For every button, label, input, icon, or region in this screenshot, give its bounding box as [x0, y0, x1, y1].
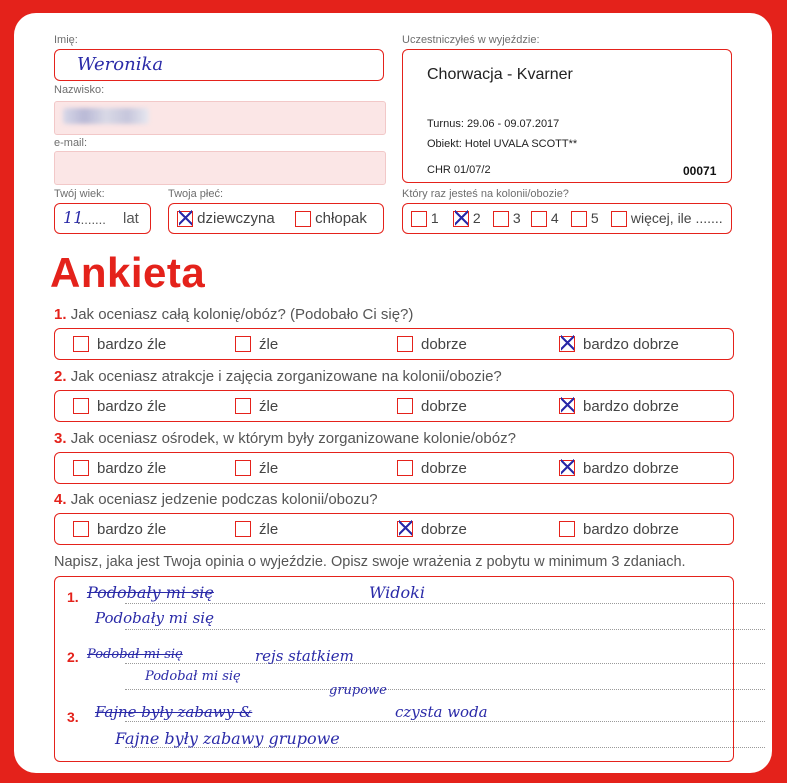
q4-checkbox-zle[interactable] — [235, 521, 251, 537]
trip-title: Chorwacja - Kvarner — [427, 66, 573, 83]
opinion-prompt: Napisz, jaka jest Twoja opinia o wyjeździe. Opisz swoje wrażenia z pobytu w minimum 3 zdaniach. — [54, 554, 686, 570]
opinion-textarea[interactable] — [54, 576, 734, 762]
q1-label-bardzo-dobrze: bardzo dobrze — [583, 336, 679, 353]
q2-checkbox-dobrze[interactable] — [397, 398, 413, 414]
q3-option-bardzo-zle[interactable] — [73, 460, 166, 477]
first-name-field[interactable] — [54, 49, 384, 81]
question-1-num: 1. — [54, 306, 67, 323]
q1-option-bardzo-zle[interactable] — [73, 336, 166, 353]
times-option-3[interactable] — [493, 210, 521, 227]
times-checkbox-2[interactable] — [453, 211, 469, 227]
dotted-line — [125, 629, 765, 630]
times-label-2: 2 — [472, 210, 481, 226]
question-3-text — [54, 430, 516, 447]
q2-label-bardzo-zle: bardzo źle — [97, 398, 167, 415]
q2-checkbox-zle[interactable] — [235, 398, 251, 414]
q2-label-zle: źle — [259, 398, 279, 415]
question-2-num: 2. — [54, 368, 67, 385]
opinion-num-1: 1. — [67, 589, 79, 605]
opinion-line2-word: rejs statkiem — [255, 647, 354, 665]
q2-checkbox-bardzo-dobrze[interactable] — [559, 398, 575, 414]
times-checkbox-1[interactable] — [411, 211, 427, 227]
dotted-line — [125, 663, 765, 664]
question-2-options — [54, 390, 734, 422]
question-3-num: 3. — [54, 430, 67, 447]
age-label: Twój wiek: — [54, 188, 105, 200]
times-field — [402, 203, 732, 234]
gender-female-label: dziewczyna — [197, 210, 275, 227]
gender-field — [168, 203, 384, 234]
gender-male-label: chłopak — [315, 210, 367, 227]
survey-card — [14, 13, 772, 773]
times-checkbox-5[interactable] — [571, 211, 587, 227]
age-unit: lat — [123, 210, 139, 227]
q1-label-dobrze: dobrze — [421, 336, 467, 353]
opinion-line3-word: czysta woda — [395, 703, 488, 721]
q2-option-dobrze[interactable] — [397, 398, 467, 415]
q4-option-dobrze[interactable] — [397, 521, 467, 538]
times-checkbox-more[interactable] — [611, 211, 627, 227]
q2-option-bardzo-dobrze[interactable] — [559, 398, 679, 415]
first-name-value: Weronika — [77, 54, 164, 75]
q3-label-bardzo-dobrze: bardzo dobrze — [583, 460, 679, 477]
times-label-3: 3 — [512, 210, 521, 226]
age-field[interactable] — [54, 203, 151, 234]
age-value: 11 — [63, 208, 84, 227]
question-4-text — [54, 491, 378, 508]
q2-label-dobrze: dobrze — [421, 398, 467, 415]
q1-checkbox-zle[interactable] — [235, 336, 251, 352]
q4-label-dobrze: dobrze — [421, 521, 467, 538]
q3-checkbox-dobrze[interactable] — [397, 460, 413, 476]
q1-checkbox-dobrze[interactable] — [397, 336, 413, 352]
gender-female-checkbox[interactable] — [177, 211, 193, 227]
dotted-line — [125, 721, 765, 722]
times-checkbox-3[interactable] — [493, 211, 509, 227]
question-1-label: Jak oceniasz całą kolonię/obóz? (Podobało Ci się?) — [70, 306, 414, 323]
q4-label-zle: źle — [259, 521, 279, 538]
survey-title: Ankieta — [50, 249, 206, 296]
q4-checkbox-bardzo-zle[interactable] — [73, 521, 89, 537]
q3-option-zle[interactable] — [235, 460, 278, 477]
last-name-label: Nazwisko: — [54, 84, 105, 96]
opinion-line2-strike: Podobał mi się — [87, 647, 183, 662]
opinion-line1-strike: Podobały mi się — [87, 583, 214, 602]
times-label: Który raz jesteś na kolonii/obozie? — [402, 188, 569, 200]
times-label-5: 5 — [590, 210, 599, 226]
question-3-label: Jak oceniasz ośrodek, w którym były zorganizowane kolonie/obóz? — [70, 430, 516, 447]
trip-code: CHR 01/07/2 — [427, 164, 491, 176]
q1-checkbox-bardzo-dobrze[interactable] — [559, 336, 575, 352]
q3-label-zle: źle — [259, 460, 279, 477]
q4-label-bardzo-zle: bardzo źle — [97, 521, 167, 538]
q4-checkbox-dobrze[interactable] — [397, 521, 413, 537]
q2-checkbox-bardzo-zle[interactable] — [73, 398, 89, 414]
question-2-label: Jak oceniasz atrakcje i zajęcia zorganizowane na kolonii/obozie? — [70, 368, 502, 385]
question-2-text — [54, 368, 502, 385]
q3-label-dobrze: dobrze — [421, 460, 467, 477]
last-name-value — [73, 108, 132, 124]
times-label-more: więcej, ile ....... — [630, 210, 723, 226]
dotted-line — [125, 689, 765, 690]
trip-turnus: Turnus: 29.06 - 09.07.2017 — [427, 118, 560, 130]
question-3-options — [54, 452, 734, 484]
times-option-1[interactable] — [411, 210, 439, 227]
q3-label-bardzo-zle: bardzo źle — [97, 460, 167, 477]
gender-male-option[interactable] — [295, 210, 367, 227]
opinion-line3b: Fajne były zabawy grupowe — [115, 729, 340, 748]
q3-checkbox-bardzo-zle[interactable] — [73, 460, 89, 476]
email-label: e-mail: — [54, 137, 88, 149]
opinion-line1b: Podobały mi się — [95, 609, 214, 627]
q3-checkbox-zle[interactable] — [235, 460, 251, 476]
q4-option-bardzo-dobrze[interactable] — [559, 521, 679, 538]
q4-option-zle[interactable] — [235, 521, 278, 538]
question-4-num: 4. — [54, 491, 67, 508]
q4-option-bardzo-zle[interactable] — [73, 521, 166, 538]
first-name-label: Imię: — [54, 34, 78, 46]
q3-checkbox-bardzo-dobrze[interactable] — [559, 460, 575, 476]
trip-number: 00071 — [683, 164, 717, 178]
opinion-line3-above: grupowe — [329, 683, 387, 698]
question-4-options — [54, 513, 734, 545]
times-label-1: 1 — [430, 210, 439, 226]
q2-label-bardzo-dobrze: bardzo dobrze — [583, 398, 679, 415]
times-option-more[interactable] — [611, 210, 723, 227]
question-4-label: Jak oceniasz jedzenie podczas kolonii/obozu? — [70, 491, 378, 508]
opinion-line3-strike: Fajne były zabawy & — [95, 703, 253, 721]
q3-option-dobrze[interactable] — [397, 460, 467, 477]
q2-option-zle[interactable] — [235, 398, 278, 415]
q1-label-bardzo-zle: bardzo źle — [97, 336, 167, 353]
age-dots: ........ — [77, 212, 106, 227]
opinion-line1-word: Widoki — [369, 583, 425, 602]
opinion-line2b: Podobał mi się — [145, 669, 241, 684]
q1-option-dobrze[interactable] — [397, 336, 467, 353]
q1-checkbox-bardzo-zle[interactable] — [73, 336, 89, 352]
times-label-4: 4 — [550, 210, 559, 226]
dotted-line — [125, 603, 765, 604]
times-option-4[interactable] — [531, 210, 559, 227]
q1-label-zle: źle — [259, 336, 279, 353]
last-name-field[interactable] — [54, 101, 386, 135]
question-1-options — [54, 328, 734, 360]
q4-label-bardzo-dobrze: bardzo dobrze — [583, 521, 679, 538]
gender-label: Twoja płeć: — [168, 188, 224, 200]
q2-option-bardzo-zle[interactable] — [73, 398, 166, 415]
q1-option-bardzo-dobrze[interactable] — [559, 336, 679, 353]
q3-option-bardzo-dobrze[interactable] — [559, 460, 679, 477]
trip-obiekt: Obiekt: Hotel UVALA SCOTT** — [427, 138, 578, 150]
gender-male-checkbox[interactable] — [295, 211, 311, 227]
email-field[interactable] — [54, 151, 386, 185]
trip-label: Uczestniczyłeś w wyjeździe: — [402, 34, 540, 46]
opinion-num-2: 2. — [67, 649, 79, 665]
trip-info-box — [402, 49, 732, 183]
times-option-5[interactable] — [571, 210, 599, 227]
times-option-2[interactable] — [453, 210, 481, 227]
opinion-num-3: 3. — [67, 709, 79, 725]
times-checkbox-4[interactable] — [531, 211, 547, 227]
q1-option-zle[interactable] — [235, 336, 278, 353]
q4-checkbox-bardzo-dobrze[interactable] — [559, 521, 575, 537]
question-1-text — [54, 306, 413, 323]
gender-female-option[interactable] — [177, 210, 275, 227]
